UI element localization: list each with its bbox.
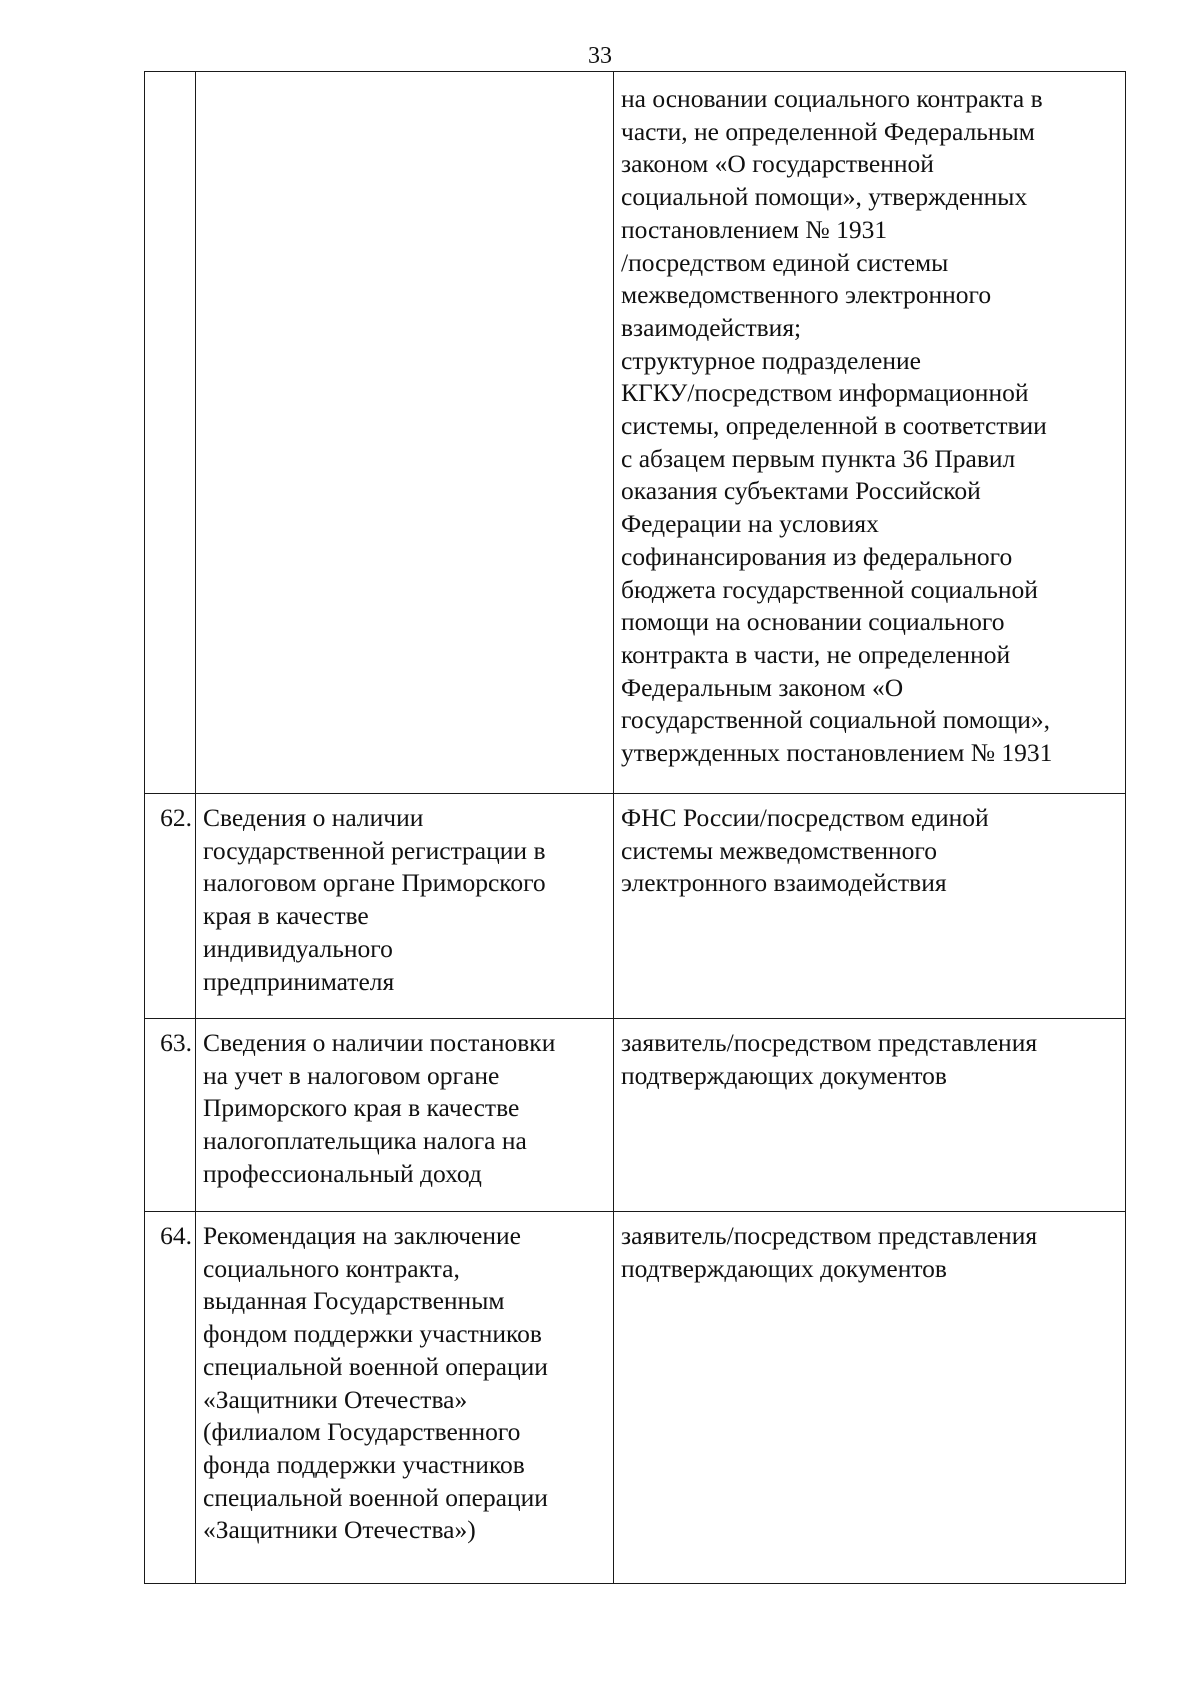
source-line: на основании социального контракта в <box>621 84 1043 113</box>
source-line: контракта в части, не определенной <box>621 639 1011 669</box>
info-cell <box>196 794 614 1019</box>
info-line: налогоплательщика налога на <box>203 1126 527 1156</box>
row-number-cell: 63. <box>145 1019 196 1212</box>
info-line: индивидуального <box>203 933 393 963</box>
documents-table <box>144 71 1126 1584</box>
info-line: фондом поддержки участников <box>203 1319 542 1349</box>
source-line: социальной помощи», утвержденных <box>621 182 1028 212</box>
info-line: профессиональный доход <box>203 1158 482 1188</box>
source-line: бюджета государственной социальной <box>621 574 1038 604</box>
source-line: структурное подразделение <box>621 345 921 375</box>
source-line: оказания субъектами Российской <box>621 476 981 506</box>
info-cell <box>196 1212 614 1584</box>
source-line: подтверждающих документов <box>621 1253 947 1283</box>
info-line: края в качестве <box>203 901 369 931</box>
info-line: социального контракта, <box>203 1253 460 1283</box>
source-line: КГКУ/посредством информационной <box>621 378 1029 408</box>
source-line: взаимодействия; <box>621 312 802 342</box>
source-line: системы межведомственного <box>621 835 937 865</box>
source-line: межведомственного электронного <box>621 280 992 310</box>
source-line: софинансирования из федерального <box>621 541 1013 571</box>
table-row-62 <box>145 794 1126 1019</box>
info-line: предпринимателя <box>203 966 395 996</box>
source-cell <box>614 1019 1126 1212</box>
source-cell <box>614 794 1126 1019</box>
row-number-cell <box>145 72 196 794</box>
source-line: /посредством единой системы <box>621 247 949 277</box>
source-line: системы, определенной в соответствии <box>621 411 1047 441</box>
row-number-cell: 62. <box>145 794 196 1019</box>
source-line: государственной социальной помощи», <box>621 705 1050 735</box>
source-line: постановлением № 1931 <box>621 214 888 244</box>
source-line: Федеральным законом «О <box>621 672 904 702</box>
source-line: подтверждающих документов <box>621 1060 947 1090</box>
info-line: Сведения о наличии <box>203 803 424 832</box>
info-line: Приморского края в качестве <box>203 1093 520 1123</box>
info-line: Рекомендация на заключение <box>203 1221 521 1250</box>
table-row-continuation <box>145 72 1126 794</box>
source-line: утвержденных постановлением № 1931 <box>621 738 1053 768</box>
info-cell <box>196 72 614 794</box>
info-line: «Защитники Отечества» <box>203 1384 468 1414</box>
info-line: выданная Государственным <box>203 1286 505 1316</box>
info-line: (филиалом Государственного <box>203 1417 521 1447</box>
source-line: части, не определенной Федеральным <box>621 116 1035 146</box>
source-line: Федерации на условиях <box>621 509 879 539</box>
source-line: заявитель/посредством представления <box>621 1221 1038 1250</box>
info-line: налоговом органе Приморского <box>203 868 546 898</box>
source-cell <box>614 72 1126 794</box>
info-line: Сведения о наличии постановки <box>203 1028 556 1057</box>
source-line: заявитель/посредством представления <box>621 1028 1038 1057</box>
info-line: специальной военной операции <box>203 1482 548 1512</box>
page-number: 33 <box>588 43 612 69</box>
source-line: с абзацем первым пункта 36 Правил <box>621 443 1016 473</box>
source-line: ФНС России/посредством единой <box>621 803 989 832</box>
source-line: электронного взаимодействия <box>621 868 947 898</box>
info-line: фонда поддержки участников <box>203 1449 525 1479</box>
info-line: «Защитники Отечества») <box>203 1515 476 1545</box>
info-cell <box>196 1019 614 1212</box>
table-row-64 <box>145 1212 1126 1584</box>
source-line: помощи на основании социального <box>621 607 1005 637</box>
row-number-cell: 64. <box>145 1212 196 1584</box>
table-row-63 <box>145 1019 1126 1212</box>
source-cell <box>614 1212 1126 1584</box>
info-line: государственной регистрации в <box>203 835 546 865</box>
info-line: на учет в налоговом органе <box>203 1060 500 1090</box>
source-line: законом «О государственной <box>621 149 934 179</box>
info-line: специальной военной операции <box>203 1351 548 1381</box>
